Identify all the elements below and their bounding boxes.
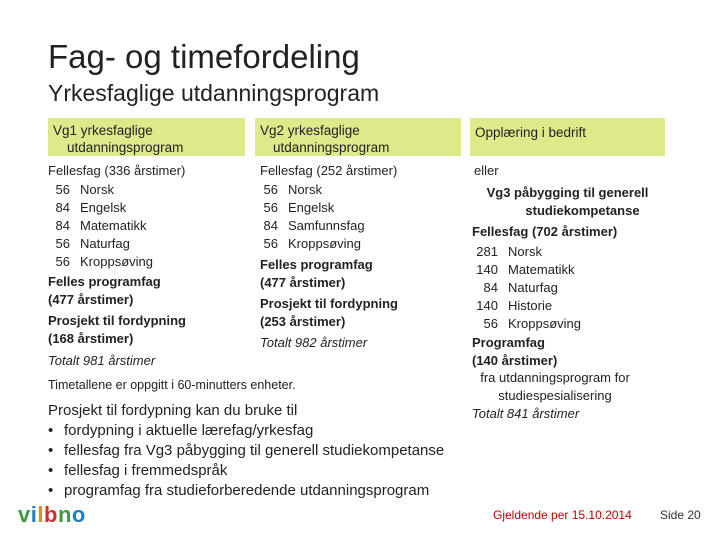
vg2-subject-list [256,181,365,253]
eller-label: eller [474,163,499,178]
vg2-fellesfag-label: Fellesfag (252 årstimer) [260,163,398,178]
page-title: Fag- og timefordeling [48,38,360,75]
list-item: 84 Matematikk [55,218,147,233]
list-item: 56 Kroppsøving [55,254,153,269]
vg1-subject-list [48,181,153,271]
footer-date: Gjeldende per 15.10.2014 [493,508,632,522]
list-item: 56 Kroppsøving [263,236,361,251]
vg1-header [48,118,245,156]
vg1-total: Totalt 981 årstimer [48,353,156,368]
vg1-fellesfag-label: Fellesfag (336 årstimer) [48,163,186,178]
vg2-prosjekt: Prosjekt til fordypning (253 årstimer) [260,296,398,329]
list-item: 281 Norsk [476,244,542,259]
list-item: • programfag fra studieforberedende utdanningsprogram [48,482,430,499]
list-item: 56 Engelsk [263,200,335,215]
list-item: 56 Kroppsøving [483,316,581,331]
vg1-header-line1: Vg1 yrkesfaglige [53,123,153,138]
vg3-subject-list [472,243,581,333]
vg3-programfag: Programfag (140 årstimer) [472,335,558,368]
vg3-total: Totalt 841 årstimer [472,406,580,421]
list-item: 56 Naturfag [55,236,130,251]
list-item: 56 Norsk [263,182,322,197]
list-item: 140 Historie [476,298,553,313]
vg3-heading: Vg3 påbygging til generell studiekompetanse [486,185,649,218]
vg3-fellesfag-label: Fellesfag (702 årstimer) [472,224,618,239]
vg2-header [255,118,461,156]
vg2-total: Totalt 982 årstimer [260,335,368,350]
vg1-programfag: Felles programfag (477 årstimer) [48,274,161,307]
list-item: • fellesfag fra Vg3 påbygging til generell studiekompetanse [48,442,445,459]
list-item: • fordypning i aktuelle lærefag/yrkesfag [48,422,314,439]
vg2-programfag: Felles programfag (477 årstimer) [260,257,373,290]
opplaering-header-text: Opplæring i bedrift [475,125,587,140]
list-item: 84 Samfunnsfag [263,218,365,233]
list-item: 56 Norsk [55,182,114,197]
list-item: • fellesfag i fremmedspråk [48,462,228,479]
vg1-header-line2: utdanningsprogram [67,140,184,155]
vg2-header-line1: Vg2 yrkesfaglige [260,123,360,138]
vg2-header-line2: utdanningsprogram [273,140,390,155]
list-item: 140 Matematikk [476,262,575,277]
page-subtitle: Yrkesfaglige utdanningsprogram [48,80,380,106]
list-item: 84 Engelsk [55,200,127,215]
vg3-programfag-note: fra utdanningsprogram for studiespesialisering [480,370,630,403]
vilbno-logo: vilbno [18,502,86,527]
footer-page-number: Side 20 [660,508,701,522]
vg1-prosjekt: Prosjekt til fordypning (168 årstimer) [48,313,186,346]
opplaering-header [470,118,665,156]
list-item: 84 Naturfag [483,280,558,295]
prosjekt-intro: Prosjekt til fordypning kan du bruke til [48,402,298,419]
hours-note: Timetallene er oppgitt i 60-minutters enheter. [48,378,296,392]
